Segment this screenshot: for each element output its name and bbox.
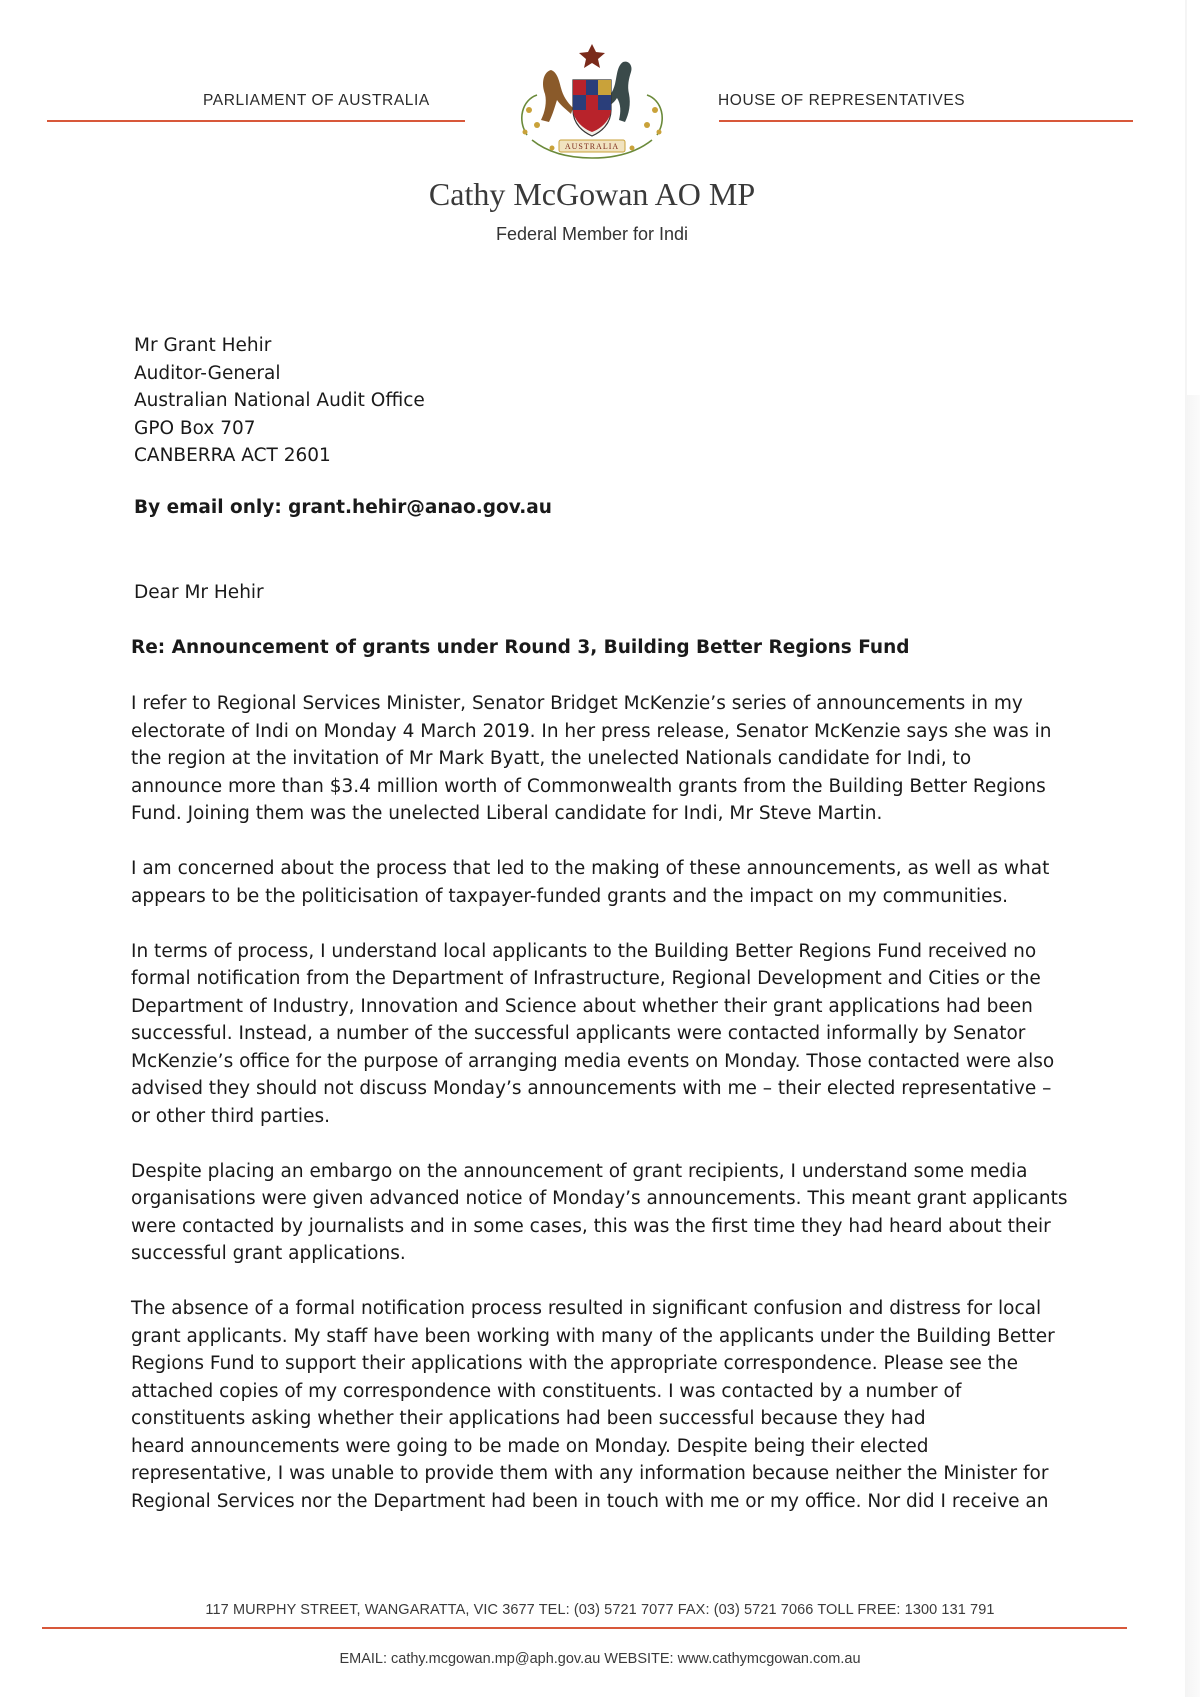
body-line: I am concerned about the process that led to the making of these announcements, as well as what [131, 858, 1050, 879]
australian-coat-of-arms-icon [507, 40, 677, 170]
body-line: Despite placing an embargo on the announcement of grant recipients, I understand some media [131, 1160, 1028, 1182]
letter-body [131, 690, 1181, 1543]
body-line: representative, I was unable to provide them with any information because neither the Minister for [131, 1463, 1049, 1484]
footer-rule [42, 1627, 1127, 1629]
email-only-notice: By email only: grant.hehir@anao.gov.au [134, 497, 552, 518]
address-line: Mr Grant Hehir [134, 335, 272, 356]
body-line: I refer to Regional Services Minister, Senator Bridget McKenzie’s series of announcements in my [131, 693, 1023, 714]
body-paragraph [131, 690, 1181, 828]
body-line: constituents asking whether their applications had been successful because they had [131, 1408, 926, 1429]
body-line: were contacted by journalists and in some cases, this was the first time they had heard about their [131, 1215, 1051, 1237]
scan-edge-top [1187, 0, 1200, 395]
address-line: Australian National Audit Office [134, 390, 425, 412]
body-line: the region at the invitation of Mr Mark Byatt, the unelected Nationals candidate for Indi, to [131, 748, 972, 769]
body-line: formal notification from the Department of Infrastructure, Regional Development and Cities or the [131, 968, 1041, 989]
body-line: Fund. Joining them was the unelected Liberal candidate for Indi, Mr Steve Martin. [131, 803, 883, 824]
body-paragraph [131, 938, 1181, 1131]
address-line: Auditor-General [134, 362, 281, 384]
body-line: Regions Fund to support their applications with the appropriate correspondence. Please see the [131, 1353, 1019, 1374]
body-line: McKenzie’s office for the purpose of arranging media events on Monday. Those contacted were also [131, 1050, 1055, 1072]
body-line: successful. Instead, a number of the successful applicants were contacted informally by Senator [131, 1023, 1026, 1044]
body-line: In terms of process, I understand local applicants to the Building Better Regions Fund received no [131, 940, 1037, 962]
crest-scroll-text: AUSTRALIA [564, 142, 620, 151]
address-line: GPO Box 707 [134, 417, 256, 439]
body-line: Department of Industry, Innovation and Science about whether their grant applications had been [131, 995, 1033, 1017]
body-line: appears to be the politicisation of taxpayer-funded grants and the impact on my communities. [131, 885, 1009, 907]
header-parliament-label: PARLIAMENT OF AUSTRALIA [203, 92, 430, 109]
body-line: organisations were given advanced notice of Monday’s announcements. This meant grant applicants [131, 1188, 1068, 1209]
body-line: successful grant applications. [131, 1243, 406, 1264]
subject-line: Re: Announcement of grants under Round 3, Building Better Regions Fund [131, 637, 910, 658]
body-line: heard announcements were going to be made on Monday. Despite being their elected [131, 1435, 929, 1457]
footer-contact-web: EMAIL: cathy.mcgowan.mp@aph.gov.au WEBSITE: www.cathymcgowan.com.au [339, 1651, 861, 1667]
member-role: Federal Member for Indi [495, 224, 689, 244]
body-paragraph [131, 1295, 1181, 1515]
body-line: attached copies of my correspondence with constituents. I was contacted by a number of [131, 1380, 962, 1402]
recipient-address [134, 332, 425, 470]
body-paragraph [131, 855, 1181, 910]
header-house-label: HOUSE OF REPRESENTATIVES [718, 92, 966, 109]
body-line: or other third parties. [131, 1105, 330, 1127]
body-line: Regional Services nor the Department had been in touch with me or my office. Nor did I receive an [131, 1490, 1049, 1512]
member-name: Cathy McGowan AO MP [428, 176, 756, 212]
body-paragraph [131, 1158, 1181, 1268]
body-line: The absence of a formal notification process resulted in significant confusion and distress for local [131, 1298, 1042, 1319]
header-rule-left [47, 120, 465, 122]
body-line: electorate of Indi on Monday 4 March 2019. In her press release, Senator McKenzie says she was in [131, 720, 1052, 742]
address-line: CANBERRA ACT 2601 [134, 445, 331, 467]
footer-contact-address: 117 MURPHY STREET, WANGARATTA, VIC 3677 TEL: (03) 5721 7077 FAX: (03) 5721 7066 TOLL FREE: 1300 131 791 [205, 1602, 995, 1618]
body-line: advised they should not discuss Monday’s announcements with me – their elected representative – [131, 1078, 1052, 1099]
salutation: Dear Mr Hehir [134, 582, 264, 603]
body-line: announce more than $3.4 million worth of Commonwealth grants from the Building Better Regions [131, 775, 1046, 797]
body-line: grant applicants. My staff have been working with many of the applicants under the Building Better [131, 1325, 1055, 1347]
header-rule-right [719, 120, 1133, 122]
